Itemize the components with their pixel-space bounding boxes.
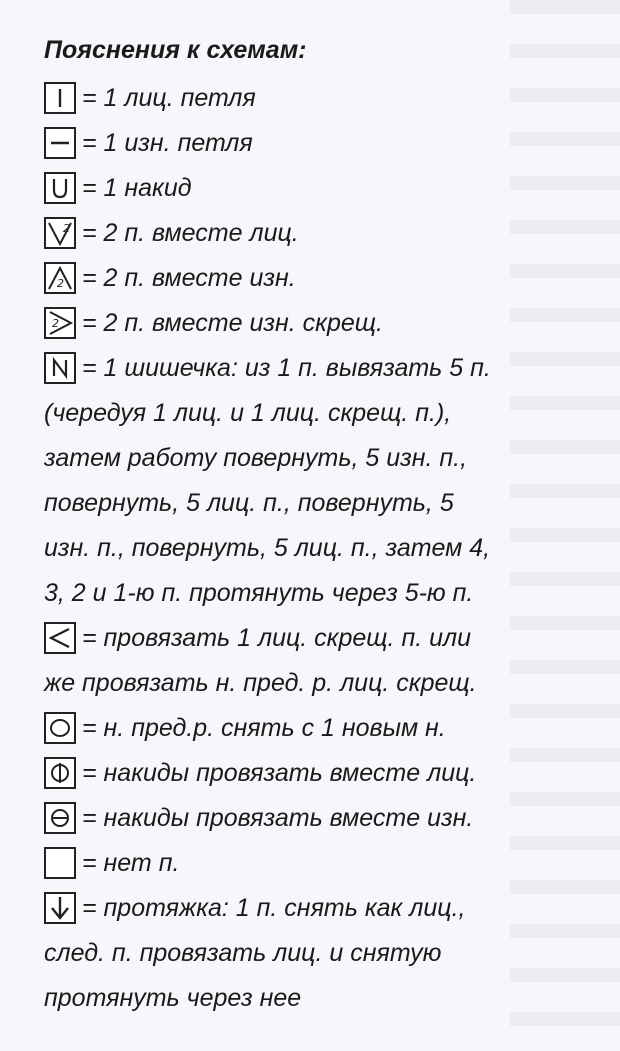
- legend-item: [44, 751, 604, 796]
- legend-text: = 1 шишечка: из 1 п. вывязать 5 п.: [82, 354, 491, 382]
- legend-text: след. п. провязать лиц. и снятую: [44, 939, 442, 967]
- legend-text: = накиды провязать вместе лиц.: [82, 759, 477, 787]
- yarn-overs-knit-together-icon: [44, 757, 76, 789]
- legend-item: [44, 301, 604, 346]
- p2tog-icon: [44, 262, 76, 294]
- legend-item: [44, 616, 604, 661]
- svg-text:2: 2: [63, 222, 70, 235]
- bobble-icon: [44, 352, 76, 384]
- legend-text: = н. пред.р. снять с 1 новым н.: [82, 714, 446, 742]
- legend-title: Пояснения к схемам:: [44, 36, 307, 64]
- legend-text: = 1 лиц. петля: [82, 84, 256, 112]
- legend-item: [44, 796, 604, 841]
- legend-text: = 1 накид: [82, 174, 192, 202]
- legend-text: = протяжка: 1 п. снять как лиц.,: [82, 894, 466, 922]
- legend-item: [44, 166, 604, 211]
- no-stitch-icon: [44, 847, 76, 879]
- legend-text: = 2 п. вместе лиц.: [82, 219, 299, 247]
- legend-text: = нет п.: [82, 849, 180, 877]
- legend-text: изн. п., повернуть, 5 лиц. п., затем 4,: [44, 534, 491, 562]
- yarn-overs-purl-together-icon: [44, 802, 76, 834]
- yarn-over-icon: [44, 172, 76, 204]
- legend-text: = накиды провязать вместе изн.: [82, 804, 474, 832]
- legend-item: [44, 841, 604, 886]
- svg-text:2: 2: [57, 277, 64, 290]
- knit-stitch-icon: [44, 82, 76, 114]
- legend-item: [44, 76, 604, 121]
- legend-item: [44, 256, 604, 301]
- k2tog-icon: [44, 217, 76, 249]
- legend-text: же провязать н. пред. р. лиц. скрещ.: [44, 669, 477, 697]
- legend-text: повернуть, 5 лиц. п., повернуть, 5: [44, 489, 454, 517]
- legend-item: [44, 346, 604, 391]
- svg-text:2: 2: [52, 317, 59, 330]
- purl-stitch-icon: [44, 127, 76, 159]
- legend-text: = 1 изн. петля: [82, 129, 253, 157]
- legend-item: [44, 886, 604, 931]
- legend-text: 3, 2 и 1-ю п. протянуть через 5-ю п.: [44, 579, 474, 607]
- legend-text: = 2 п. вместе изн. скрещ.: [82, 309, 383, 337]
- legend-text: протянуть через нее: [44, 984, 302, 1012]
- p2tog-tbl-icon: [44, 307, 76, 339]
- legend-item: [44, 706, 604, 751]
- chart-legend: [44, 28, 604, 1021]
- legend-text: затем работу повернуть, 5 изн. п.,: [44, 444, 468, 472]
- legend-text: = 2 п. вместе изн.: [82, 264, 296, 292]
- pull-through-arrow-icon: [44, 892, 76, 924]
- legend-item: [44, 211, 604, 256]
- knit-tbl-icon: [44, 622, 76, 654]
- circle-icon: [44, 712, 76, 744]
- legend-text: = провязать 1 лиц. скрещ. п. или: [82, 624, 472, 652]
- legend-text: (чередуя 1 лиц. и 1 лиц. скрещ. п.),: [44, 399, 452, 427]
- legend-item: [44, 121, 604, 166]
